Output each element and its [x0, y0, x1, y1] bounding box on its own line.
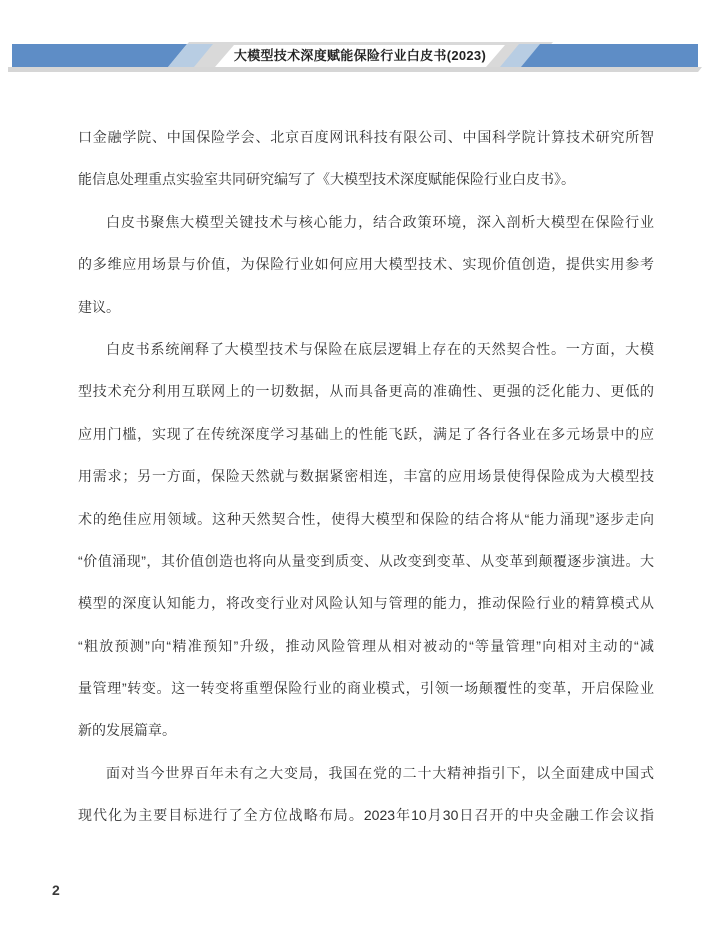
text-line: 现代化为主要目标进行了全方位战略布局。2023年10月30日召开的中央金融工作会议指	[78, 807, 654, 824]
text-line: 新的发展篇章。	[78, 722, 176, 739]
text-line: 白皮书系统阐释了大模型技术与保险在底层逻辑上存在的天然契合性。一方面，大模	[106, 340, 654, 357]
text-line: “粗放预测”向“精准预知”升级，推动风险管理从相对被动的“等量管理”向相对主动的“减	[78, 637, 654, 654]
header-title: 大模型技术深度赋能保险行业白皮书(2023)	[233, 48, 487, 63]
text-line: 应用门槛，实现了在传统深度学习基础上的性能飞跃，满足了各行各业在多元场景中的应	[78, 425, 654, 442]
text-line: 型技术充分利用互联网上的一切数据，从而具备更高的准确性、更强的泛化能力、更低的	[78, 383, 654, 400]
text-line: 面对当今世界百年未有之大变局，我国在党的二十大精神指引下，以全面建成中国式	[106, 764, 654, 781]
text-line: 能信息处理重点实验室共同研究编写了《大模型技术深度赋能保险行业白皮书》。	[78, 171, 575, 188]
text-line: 术的绝佳应用领域。这种天然契合性，使得大模型和保险的结合将从“能力涌现”逐步走向	[78, 510, 654, 527]
text-line: 口金融学院、中国保险学会、北京百度网讯科技有限公司、中国科学院计算技术研究所智	[78, 129, 654, 145]
text-line: “价值涌现”，其价值创造也将向从量变到质变、从改变到变革、从变革到颠覆逐步演进。大	[78, 552, 654, 569]
header-left-blue-bar	[12, 44, 187, 67]
document-body	[78, 116, 654, 837]
text-line: 用需求；另一方面，保险天然就与数据紧密相连，丰富的应用场景使得保险成为大模型技	[78, 468, 654, 485]
text-line: 量管理”转变。这一转变将重塑保险行业的商业模式，引领一场颠覆性的变革，开启保险业	[78, 680, 654, 697]
text-line: 模型的深度认知能力，将改变行业对风险认知与管理的能力，推动保险行业的精算模式从	[78, 595, 654, 612]
header-right-blue-bar	[521, 44, 698, 67]
text-line: 的多维应用场景与价值，为保险行业如何应用大模型技术、实现价值创造，提供实用参考	[78, 256, 654, 273]
text-line: 白皮书聚焦大模型关键技术与核心能力，结合政策环境，深入剖析大模型在保险行业	[106, 213, 654, 230]
page-header	[0, 0, 710, 80]
text-line: 建议。	[78, 298, 120, 315]
page-number: 2	[52, 882, 60, 898]
header-shadow-line	[8, 67, 702, 72]
